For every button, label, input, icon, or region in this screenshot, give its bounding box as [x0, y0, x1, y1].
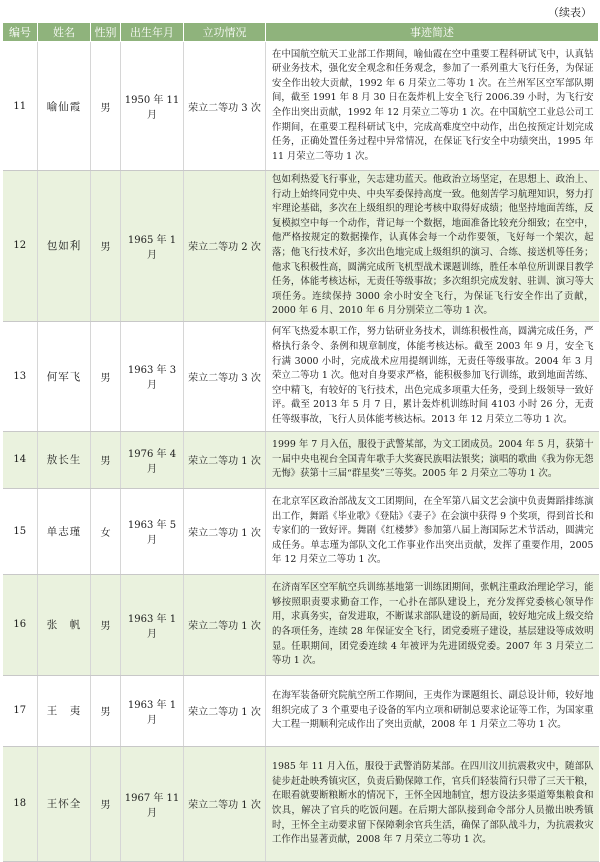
row-gender: 男 — [91, 431, 121, 488]
row-number: 14 — [3, 431, 38, 488]
row-number: 15 — [3, 488, 38, 574]
row-merit: 荣立二等功 1 次 — [184, 574, 266, 675]
row-birth: 1965 年 1 月 — [121, 171, 184, 322]
row-gender: 男 — [91, 42, 121, 171]
table-row — [3, 675, 599, 746]
row-name: 单志瑾 — [38, 488, 91, 574]
row-gender: 女 — [91, 488, 121, 574]
row-merit: 荣立二等功 2 次 — [184, 171, 266, 322]
row-birth: 1963 年 1 月 — [121, 675, 184, 746]
table-row — [3, 321, 599, 431]
row-name: 王怀全 — [38, 746, 91, 861]
header-number: 编号 — [3, 23, 38, 42]
row-name: 何军飞 — [38, 321, 91, 431]
row-number: 11 — [3, 42, 38, 171]
continued-label: （续表） — [548, 6, 592, 19]
row-birth: 1963 年 5 月 — [121, 488, 184, 574]
row-number: 16 — [3, 574, 38, 675]
row-birth: 1976 年 4 月 — [121, 431, 184, 488]
row-number: 12 — [3, 171, 38, 322]
row-number: 17 — [3, 675, 38, 746]
header-deeds: 事迹简述 — [266, 23, 599, 42]
row-gender: 男 — [91, 321, 121, 431]
table-row — [3, 431, 599, 488]
row-gender: 男 — [91, 746, 121, 861]
row-birth: 1967 年 11 月 — [121, 746, 184, 861]
row-name: 王 夷 — [38, 675, 91, 746]
row-deeds: 在北京军区政治部战友文工团期间，在全军第八届文艺会演中负责舞蹈排练演出工作，舞蹈《毕业歌》《登陆》《妻子》在会演中获得 9 个奖项，得到首长和专家们的一致好评。舞剧《红楼梦》参加第八届上海国际艺术节活动，圆满完成任务。单志瑾为部队文化工作事业作出突出贡献，发挥了重要作用，2005 年 12 月荣立二等功 1 次。 — [266, 488, 599, 574]
header-birth: 出生年月 — [121, 23, 184, 42]
row-deeds: 在海军装备研究院航空所工作期间，王夷作为课题组长、副总设计师，较好地组织完成了 3 个重要电子设备的军内立项和研制总要求论证等工作，为国家重大工程一期顺利完成作出了突出贡献，2008 年 1 月荣立二等功 1 次。 — [266, 675, 599, 746]
row-gender: 男 — [91, 171, 121, 322]
header-row — [3, 23, 599, 42]
row-deeds: 包如利热爱飞行事业，矢志建功蓝天。他政治立场坚定，在思想上、政治上、行动上始终同党中央、中央军委保持高度一致。他刻苦学习航理知识，努力打牢理论基础，多次在上级组织的理论考核中取得好成绩；他坚持地面苦练，反复模拟空中每一个动作，背记每一个数据，地面准备比较充分细致；在空中，他严格按规定的数据操作，认真体会每一个动作要领，飞好每一个架次，起落；他飞行技术好，多次出色地完成上级组织的演习、合练、接送机等任务；他求飞积极性高，圆满完成所飞机型战术课题训练，胜任本单位所训课目教学任务，体能考核达标，无责任等级事故；多次组织完成发射、驻训、演习等大项任务。连续保持 3000 余小时安全飞行，为保证飞行安全作出了贡献，2000 年 6 月、2010 年 6 月分别荣立二等功 1 次。 — [266, 171, 599, 322]
row-birth: 1963 年 3 月 — [121, 321, 184, 431]
row-name: 包如利 — [38, 171, 91, 322]
row-name: 喻仙霞 — [38, 42, 91, 171]
row-merit: 荣立二等功 3 次 — [184, 321, 266, 431]
header-gender: 性别 — [91, 23, 121, 42]
table-row — [3, 574, 599, 675]
row-birth: 1963 年 1 月 — [121, 574, 184, 675]
row-number: 18 — [3, 746, 38, 861]
row-merit: 荣立二等功 1 次 — [184, 746, 266, 861]
row-deeds: 在中国航空航天工业部工作期间，喻仙霞在空中重要工程科研试飞中，认真钻研业务技术，强化安全观念和任务观念，参加了一系列重大飞行任务，为保证安全作出较大贡献，1992 年 6 月荣立二等功 1 次。在兰州军区空军部队期间，截至 1991 年 8 月 30 日在轰炸机上安全飞行 2006.39 小时，为飞行安全作出突出贡献，1992 年 12 月荣立二等功 1 次。在中国航空工业总公司工作期间，在重要工程科研试飞中，完成高难度空中动作，出色按预定计划完成任务，正确处置任务过程中异常情况，在保证飞行安全中功绩突出，1995 年 11 月荣立二等功 1 次。 — [266, 42, 599, 171]
row-gender: 男 — [91, 574, 121, 675]
row-merit: 荣立二等功 1 次 — [184, 488, 266, 574]
table-row — [3, 171, 599, 322]
records-table — [2, 22, 599, 862]
row-gender: 男 — [91, 675, 121, 746]
row-deeds: 1985 年 11 月入伍，服役于武警消防某部。在四川汶川抗震救灾中，随部队徒步赶赴映秀镇灾区，负责后勤保障工作，官兵们轻装简行只带了三天干粮，在眼看就要断粮断水的情况下，王怀全因地制宜，想方设法多渠道筹集粮食和饮具，解决了官兵的吃饭问题。在后期大部队接到命令部分人员撤出映秀镇时，王怀全主动要求留下保障剩余官兵生活，确保了部队战斗力，为抗震救灾工作作出显著贡献，2008 年 7 月荣立二等功 1 次。 — [266, 746, 599, 861]
row-deeds: 何军飞热爱本职工作，努力钻研业务技术，训练积极性高，圆满完成任务，严格执行条令、条例和规章制度，体能考核达标。截至 2003 年 9 月，安全飞行满 3000 小时，完成战术应用提纲训练，无责任等级事故。2004 年 3 月荣立二等功 1 次。他对自身要求严格，能积极参加飞行训练，敢到地面苦练、空中精飞，有较好的飞行技术，出色完成多项重大任务，受到上级领导一致好评。截至 2013 年 5 月 7 日，累计轰炸机训练时间 4103 小时 26 分，无责任等级事故，飞行人员体能考核达标。2013 年 12 月荣立二等功 1 次。 — [266, 321, 599, 431]
row-merit: 荣立二等功 1 次 — [184, 431, 266, 488]
row-name: 敖长生 — [38, 431, 91, 488]
row-merit: 荣立二等功 3 次 — [184, 42, 266, 171]
row-name: 张 帆 — [38, 574, 91, 675]
row-birth: 1950 年 11 月 — [121, 42, 184, 171]
table-row — [3, 746, 599, 861]
row-deeds: 在济南军区空军航空兵训练基地第一训练团期间，张帆注重政治理论学习，能够按照职责要求勤奋工作，一心扑在部队建设上，充分发挥党委核心领导作用，求真务实，奋发进取，不断谋求部队建设的新局面，较好地完成上级交给的各项任务，连续 28 年保证安全飞行，团党委班子建设，基层建设等成效明显。任职期间，团党委连续 4 年被评为先进团级党委。2007 年 3 月荣立二等功 1 次。 — [266, 574, 599, 675]
row-merit: 荣立二等功 1 次 — [184, 675, 266, 746]
table-row — [3, 488, 599, 574]
row-number: 13 — [3, 321, 38, 431]
header-merit: 立功情况 — [184, 23, 266, 42]
table-row — [3, 42, 599, 171]
header-name: 姓名 — [38, 23, 91, 42]
row-deeds: 1999 年 7 月入伍，服役于武警某部，为文工团成员。2004 年 5 月，获第十一届中央电视台全国青年歌手大奖赛民族唱法银奖；演唱的歌曲《我为你无怨无悔》获第十三届“群星奖”三等奖。2005 年 2 月荣立二等功 1 次。 — [266, 431, 599, 488]
